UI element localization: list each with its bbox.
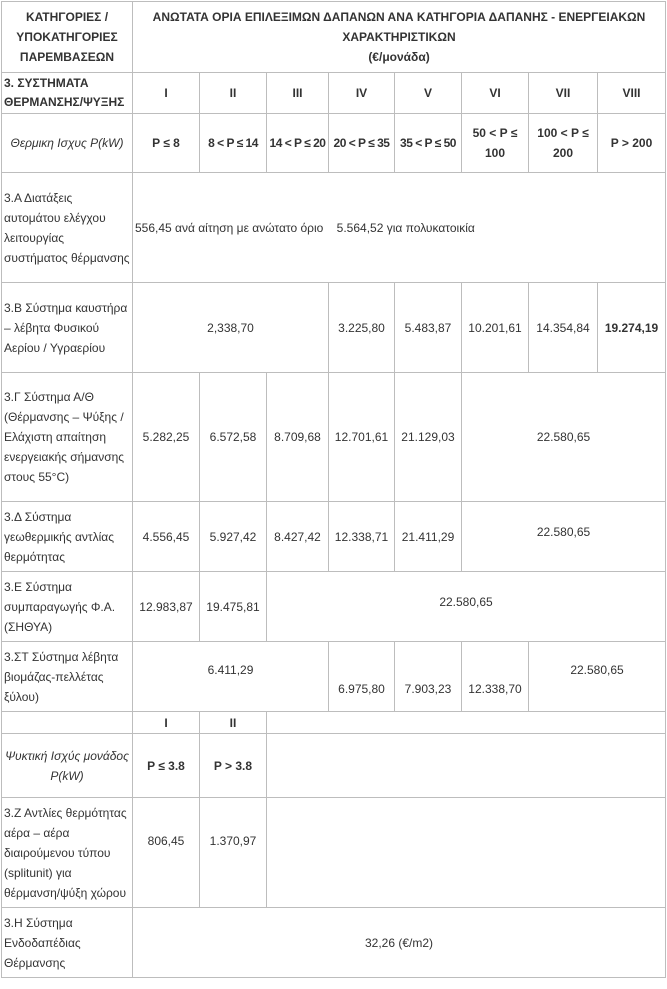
cooling-power-row (2, 734, 666, 798)
row-3b (2, 283, 666, 373)
class-header: V (395, 73, 462, 114)
power-range: 8 < P ≤ 14 (200, 114, 267, 173)
power-range: 50 < P ≤ 100 (462, 114, 529, 173)
value-cell: 10.201,61 (462, 283, 529, 373)
value-cell: 4.556,45 (133, 502, 200, 572)
value-cell: 22.580,65 (529, 642, 666, 712)
value-cell: 12.338,71 (329, 502, 395, 572)
row-3z (2, 798, 666, 908)
value-cell: 6.572,58 (200, 373, 267, 502)
value-cell: 8.709,68 (267, 373, 329, 502)
value-cell: 22.580,65 (462, 373, 666, 502)
cooling-range: P ≤ 3.8 (133, 734, 200, 798)
value-cell: 6.411,29 (133, 642, 329, 712)
power-range: 20 < P ≤ 35 (329, 114, 395, 173)
value-cell: 806,45 (133, 798, 200, 908)
empty-cell (267, 712, 666, 734)
power-range: 14 < P ≤ 20 (267, 114, 329, 173)
value-cell: 19.475,81 (200, 572, 267, 642)
class-header: VIII (598, 73, 666, 114)
value-cell: 5.282,25 (133, 373, 200, 502)
cooling-class-header: I (133, 712, 200, 734)
row-3e (2, 572, 666, 642)
row-label: 3.ΣΤ Σύστημα λέβητα βιομάζας-πελλέτας ξύλου) (2, 642, 133, 712)
value-cell: 12.338,70 (462, 642, 529, 712)
value-cell: 21.411,29 (395, 502, 462, 572)
empty-cell (267, 798, 666, 908)
row-3a-value: 556,45 ανά αίτηση με ανώτατο όριο 5.564,52 για πολυκατοικία (133, 173, 666, 283)
row-3d (2, 502, 666, 572)
class-header: II (200, 73, 267, 114)
row-label: 3.Α Διατάξεις αυτομάτου ελέγχου λειτουργίας συστήματος θέρμανσης (2, 173, 133, 283)
power-range: 35 < P ≤ 50 (395, 114, 462, 173)
row-3h-value: 32,26 (€/m2) (133, 908, 666, 978)
row-3a (2, 173, 666, 283)
power-range: P > 200 (598, 114, 666, 173)
value-cell: 22.580,65 (462, 502, 666, 572)
row-3st (2, 642, 666, 712)
value-cell: 5.927,42 (200, 502, 267, 572)
row-3h (2, 908, 666, 978)
value-cell: 2,338,70 (133, 283, 329, 373)
value-cell: 14.354,84 (529, 283, 598, 373)
cooling-range: P > 3.8 (200, 734, 267, 798)
class-header: I (133, 73, 200, 114)
class-header: III (267, 73, 329, 114)
row-3c (2, 373, 666, 502)
power-range: 100 < P ≤ 200 (529, 114, 598, 173)
categories-header: ΚΑΤΗΓΟΡΙΕΣ / ΥΠΟΚΑΤΗΓΟΡΙΕΣ ΠΑΡΕΜΒΑΣΕΩΝ (2, 2, 133, 73)
value-cell: 5.483,87 (395, 283, 462, 373)
row-label: 3.Γ Σύστημα Α/Θ (Θέρμανσης – Ψύξης / Ελάχιστη απαίτηση ενεργειακής σήμανσης στους 55°C) (2, 373, 133, 502)
cooling-class-row (2, 712, 666, 734)
class-header: VI (462, 73, 529, 114)
section-title: 3. ΣΥΣΤΗΜΑΤΑ ΘΕΡΜΑΝΣΗΣ/ΨΥΞΗΣ (2, 73, 133, 114)
value-cell: 22.580,65 (267, 572, 666, 642)
thermal-power-label: Θερμικη Ισχυς P(kW) (2, 114, 133, 173)
value-cell: 12.983,87 (133, 572, 200, 642)
value-cell: 3.225,80 (329, 283, 395, 373)
thermal-power-row (2, 114, 666, 173)
empty-cell (2, 712, 133, 734)
value-cell: 7.903,23 (395, 642, 462, 712)
row-label: 3.Β Σύστημα καυστήρα – λέβητα Φυσικού Αερίου / Υγραερίου (2, 283, 133, 373)
value-cell: 6.975,80 (329, 642, 395, 712)
section-title-row (2, 73, 666, 114)
value-cell: 12.701,61 (329, 373, 395, 502)
row-label: 3.Η Σύστημα Ενδοδαπέδιας Θέρμανσης (2, 908, 133, 978)
max-limits-title: ΑΝΩΤΑΤΑ ΟΡΙΑ ΕΠΙΛΕΞΙΜΩΝ ΔΑΠΑΝΩΝ ΑΝΑ ΚΑΤΗΓΟΡΙΑ ΔΑΠΑΝΗΣ - ΕΝΕΡΓΕΙΑΚΩΝ ΧΑΡΑΚΤΗΡΙΣΤΙΚΩΝ (152, 10, 646, 44)
row-label: 3.Δ Σύστημα γεωθερμικής αντλίας θερμότητας (2, 502, 133, 572)
max-limits-header (133, 2, 666, 73)
unit-label: (€/μονάδα) (368, 50, 430, 64)
class-header: IV (329, 73, 395, 114)
row-label: 3.Ζ Αντλίες θερμότητας αέρα – αέρα διαιρούμενου τύπου (splitunit) για θέρμανση/ψύξη χώρου (2, 798, 133, 908)
value-cell: 21.129,03 (395, 373, 462, 502)
header-row (2, 2, 666, 73)
value-cell: 1.370,97 (200, 798, 267, 908)
power-range: P ≤ 8 (133, 114, 200, 173)
empty-cell (267, 734, 666, 798)
class-header: VII (529, 73, 598, 114)
cost-limits-table (1, 1, 666, 978)
cooling-power-label: Ψυκτική Ισχύς μονάδος P(kW) (2, 734, 133, 798)
row-label: 3.Ε Σύστημα συμπαραγωγής Φ.Α. (ΣΗΘΥΑ) (2, 572, 133, 642)
cooling-class-header: II (200, 712, 267, 734)
value-cell: 19.274,19 (598, 283, 666, 373)
value-cell: 8.427,42 (267, 502, 329, 572)
